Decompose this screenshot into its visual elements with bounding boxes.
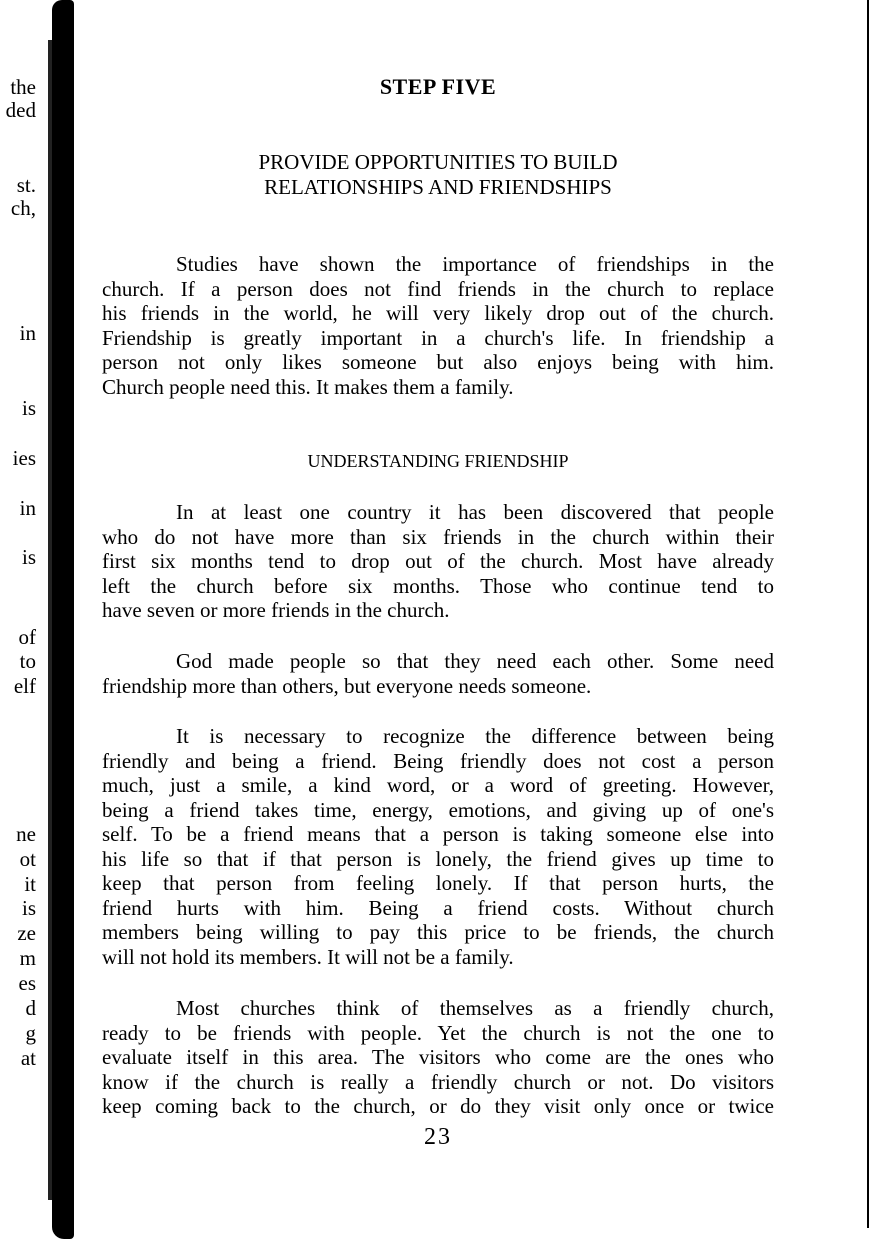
text-line: friendly and being a friend. Being friendly does not cost a person (102, 748, 774, 773)
text-line: who do not have more than six friends in the church within their (102, 524, 774, 549)
section-subheading: UNDERSTANDING FRIENDSHIP (307, 451, 569, 471)
margin-fragment: of (18, 625, 36, 649)
text-line: friend hurts with him. Being a friend costs. Without church (102, 895, 774, 920)
text-line: members being willing to pay this price to be friends, the church (102, 920, 774, 944)
text-line: much, just a smile, a kind word, or a word of greeting. However, (102, 773, 774, 797)
margin-fragment: ze (17, 921, 36, 945)
margin-fragment: is (21, 396, 36, 420)
step-title: STEP FIVE (379, 74, 497, 99)
text-line: ready to be friends with people. Yet the church is not the one to (102, 1020, 774, 1045)
margin-fragment: st. (16, 173, 36, 197)
margin-fragment: elf (13, 674, 36, 698)
margin-fragment: is (21, 896, 36, 920)
margin-fragment: in (19, 321, 36, 345)
text-line: Most churches think of themselves as a friendly church, (176, 996, 774, 1020)
text-line: friendship more than others, but everyone needs someone. (102, 674, 592, 698)
margin-fragment: ch, (10, 196, 36, 220)
margin-fragment: it (24, 872, 36, 896)
chapter-heading-line: RELATIONSHIPS AND FRIENDSHIPS (264, 175, 612, 199)
text-line: Friendship is greatly important in a church's life. In friendship a (102, 325, 774, 350)
text-line: will not hold its members. It will not be a family. (102, 944, 514, 969)
text-line: evaluate itself in this area. The visitors who come are the ones who (102, 1045, 774, 1069)
margin-fragment: ies (12, 446, 36, 470)
text-line: self. To be a friend means that a person is taking someone else into (102, 822, 774, 846)
margin-fragment: to (19, 649, 36, 673)
margin-fragment: es (18, 971, 36, 995)
margin-fragment: ne (16, 822, 36, 846)
text-line: his friends in the world, he will very likely drop out of the church. (102, 301, 774, 325)
text-line: his life so that if that person is lonely, the friend gives up time to (102, 846, 774, 871)
margin-fragment: m (19, 946, 36, 970)
chapter-heading-line: PROVIDE OPPORTUNITIES TO BUILD (258, 150, 618, 174)
text-line: Church people need this. It makes them a family. (102, 374, 514, 399)
book-binding (52, 0, 74, 1239)
margin-fragment: at (20, 1046, 36, 1070)
text-line: have seven or more friends in the church. (102, 598, 450, 622)
text-line: first six months tend to drop out of the church. Most have already (102, 549, 774, 573)
margin-fragment: in (19, 496, 36, 520)
text-line: being a friend takes time, energy, emotions, and giving up of one's (102, 797, 774, 822)
text-line: church. If a person does not find friends in the church to replace (102, 276, 774, 301)
margin-fragment: d (25, 996, 36, 1020)
text-line: Studies have shown the importance of friendships in the (176, 252, 774, 276)
page-number: 23 (424, 1124, 452, 1150)
text-line: left the church before six months. Those who continue tend to (102, 573, 774, 598)
text-line: keep that person from feeling lonely. If that person hurts, the (102, 871, 774, 895)
page-edge-line (867, 0, 869, 1228)
margin-fragment: the (10, 75, 36, 99)
text-line: person not only likes someone but also enjoys being with him. (102, 350, 774, 374)
margin-fragment: ded (5, 98, 36, 122)
text-line: It is necessary to recognize the difference between being (176, 724, 774, 748)
text-line: keep coming back to the church, or do they visit only once or twice (102, 1094, 774, 1118)
text-line: know if the church is really a friendly church or not. Do visitors (102, 1069, 774, 1094)
margin-fragment: ot (19, 847, 36, 871)
margin-fragment: is (21, 545, 36, 569)
margin-fragment: g (25, 1021, 36, 1045)
text-line: God made people so that they need each other. Some need (176, 649, 774, 673)
text-line: In at least one country it has been discovered that people (176, 500, 774, 524)
